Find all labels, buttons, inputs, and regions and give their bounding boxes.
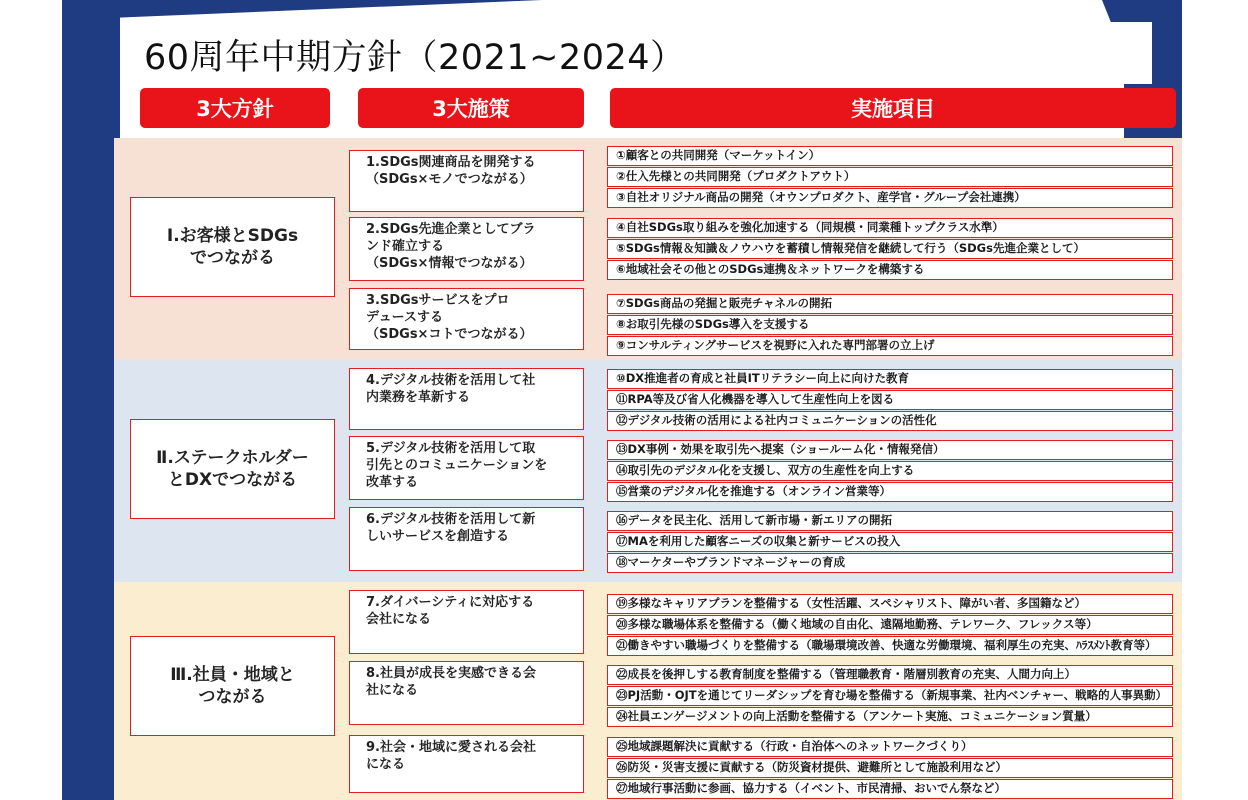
item-row: ③自社オリジナル商品の開発（オウンプロダクト、産学官・グループ会社連携）	[607, 188, 1173, 208]
header-policies: 3大方針	[140, 88, 330, 128]
measure-box: 8.社員が成長を実感できる会 社になる	[349, 661, 584, 725]
measure-box: 2.SDGs先進企業としてブラ ンド確立する （SDGs×情報でつながる）	[349, 217, 584, 281]
measure-box: 3.SDGsサービスをプロ デュースする （SDGs×コトでつながる）	[349, 288, 584, 350]
item-row: ①顧客との共同開発（マーケットイン）	[607, 146, 1173, 166]
item-row: ⑤SDGs情報＆知識＆ノウハウを蓄積し情報発信を継続して行う（SDGs先進企業として）	[607, 239, 1173, 259]
item-row: ⑬DX事例・効果を取引先へ提案（ショールーム化・情報発信）	[607, 440, 1173, 460]
item-row: ⑯データを民主化、活用して新市場・新エリアの開拓	[607, 511, 1173, 531]
header-measures: 3大施策	[358, 88, 584, 128]
item-row: ㉔社員エンゲージメントの向上活動を整備する（アンケート実施、コミュニケーション質量）	[607, 707, 1173, 727]
item-row: ㉖防災・災害支援に貢献する（防災資材提供、避難所として施設利用など）	[607, 758, 1173, 778]
page-title: 60周年中期方針（2021~2024）	[144, 38, 686, 78]
top-left-decoration	[62, 0, 542, 20]
item-row: ⑦SDGs商品の発掘と販売チャネルの開拓	[607, 294, 1173, 314]
item-row: ⑧お取引先様のSDGs導入を支援する	[607, 315, 1173, 335]
item-row: ㉑働きやすい職場づくりを整備する（職場環境改善、快適な労働環境、福利厚生の充実、ﾊﾗｽﾒﾝﾄ教育等）	[607, 636, 1173, 656]
policy-box: Ⅱ.ステークホルダー とDXでつながる	[130, 419, 335, 519]
item-row: ㉗地域行事活動に参画、協力する（イベント、市民清掃、おいでん祭など）	[607, 779, 1173, 799]
measure-box: 1.SDGs関連商品を開発する （SDGs×モノでつながる）	[349, 150, 584, 212]
item-row: ⑲多様なキャリアプランを整備する（女性活躍、スペシャリスト、障がい者、多国籍など）	[607, 594, 1173, 614]
item-row: ②仕入先様との共同開発（プロダクトアウト）	[607, 167, 1173, 187]
policy-box: Ⅲ.社員・地域と つながる	[130, 636, 335, 736]
item-row: ⑮営業のデジタル化を推進する（オンライン営業等）	[607, 482, 1173, 502]
item-row: ⑳多様な職場体系を整備する（働く地域の自由化、遠隔地勤務、テレワーク、フレックス等）	[607, 615, 1173, 635]
item-row: ㉒成長を後押しする教育制度を整備する（管理職教育・階層別教育の充実、人間力向上）	[607, 665, 1173, 685]
measure-box: 9.社会・地域に愛される会社 になる	[349, 735, 584, 793]
left-decoration-bar	[62, 0, 120, 800]
item-row: ⑭取引先のデジタル化を支援し、双方の生産性を向上する	[607, 461, 1173, 481]
item-row: ⑫デジタル技術の活用による社内コミュニケーションの活性化	[607, 411, 1173, 431]
item-row: ⑥地域社会その他とのSDGs連携＆ネットワークを構築する	[607, 260, 1173, 280]
header-items: 実施項目	[610, 88, 1176, 128]
item-row: ④自社SDGs取り組みを強化加速する（同規模・同業種トップクラス水準）	[607, 218, 1173, 238]
slide	[62, 0, 1182, 800]
item-row: ㉕地域課題解決に貢献する（行政・自治体へのネットワークづくり）	[607, 737, 1173, 757]
item-row: ⑩DX推進者の育成と社員ITリテラシー向上に向けた教育	[607, 369, 1173, 389]
measure-box: 4.デジタル技術を活用して社 内業務を革新する	[349, 368, 584, 430]
item-row: ⑰MAを利用した顧客ニーズの収集と新サービスの投入	[607, 532, 1173, 552]
measure-box: 7.ダイバーシティに対応する 会社になる	[349, 590, 584, 654]
item-row: ⑱マーケターやブランドマネージャーの育成	[607, 553, 1173, 573]
measure-box: 5.デジタル技術を活用して取 引先とのコミュニケーションを 改革する	[349, 436, 584, 500]
item-row: ⑨コンサルティングサービスを視野に入れた専門部署の立上げ	[607, 336, 1173, 356]
policy-box: Ⅰ.お客様とSDGs でつながる	[130, 197, 335, 297]
item-row: ⑪RPA等及び省人化機器を導入して生産性向上を図る	[607, 390, 1173, 410]
measure-box: 6.デジタル技術を活用して新 しいサービスを創造する	[349, 507, 584, 571]
item-row: ㉓PJ活動・OJTを通じてリーダシップを育む場を整備する（新規事業、社内ベンチャー、戦略的人事異動）	[607, 686, 1173, 706]
